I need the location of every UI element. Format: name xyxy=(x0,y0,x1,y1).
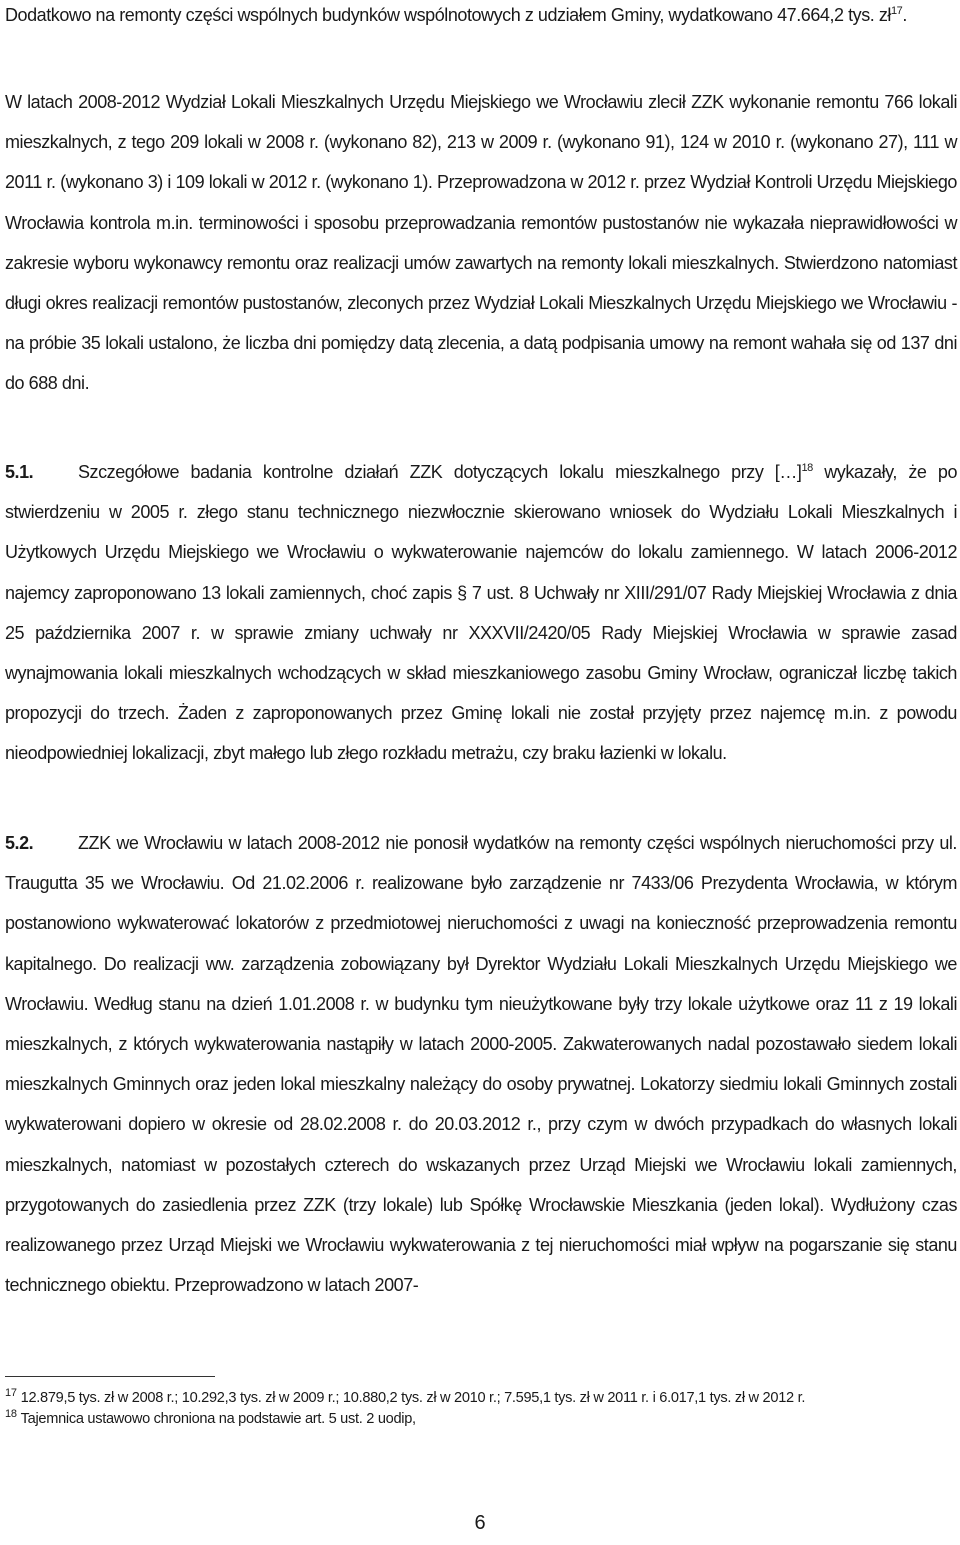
footnote-number: 18 xyxy=(5,1408,17,1421)
footnote-ref-18[interactable]: 18 xyxy=(801,462,813,474)
footnote-number: 17 xyxy=(5,1387,17,1400)
footnote-text: 12.879,5 tys. zł w 2008 r.; 10.292,3 tys. zł w 2009 r.; 10.880,2 tys. zł w 2010 r.; 7.595,1 tys. zł w 2011 r. i 6.017,1 tys. zł w 2012 r. xyxy=(20,1390,806,1406)
footnote-ref-17[interactable]: 17 xyxy=(890,5,903,17)
section-5-2-text: ZZK we Wrocławiu w latach 2008-2012 nie ponosił wydatków na remonty części wspólnych nieruchomości przy ul. Traugutta 35 we Wrocławiu. Od 21.02.2006 r. realizowane było zarządzenie nr 7433/06 Prezydenta Wrocławia, w którym postanowiono wykwaterować lokatorów z przedmiotowej nieruchomości z uwagi na konieczność przeprowadzenia remontu kapitalnego. Do realizacji ww. zarządzenia zobowiązany był Dyrektor Wydziału Lokali Mieszkalnych Urzędu Miejskiego we Wrocławiu. Według stanu na dzień 1.01.2008 r. w budynku tym nieużytkowane były trzy lokale użytkowe oraz 11 z 19 lokali mieszkalnych, z których wykwaterowania nastąpiły w latach 2000-2005. Zakwaterowanych nadal pozostawało siedem lokali mieszkalnych Gminnych oraz jeden lokal mieszkalny należący do osoby prywatnej. Lokatorzy siedmiu lokali Gminnych zostali wykwaterowani dopiero w okresie od 28.02.2008 r. do 20.03.2012 r., przy czym w dwóch przypadkach do własnych lokali mieszkalnych, natomiast w pozostałych czterech do wskazanych przez Urząd Miejski we Wrocławiu lokali zamiennych, przygotowanych do zasiedlenia przez ZZK (trzy lokale) lub Spółkę Wrocławskie Mieszkania (jeden lokal). Wydłużony czas realizowanego przez Urząd Miejski we Wrocławiu wykwaterowania z tej nieruchomości miał wpływ na pogarszanie się stanu technicznego obiektu. Przeprowadzono w latach 2007- xyxy=(5,833,957,1296)
paragraph-remonty-text: W latach 2008-2012 Wydział Lokali Mieszkalnych Urzędu Miejskiego we Wrocławiu zlecił ZZK wykonanie remontu 766 lokali mieszkalnych, z tego 209 lokali w 2008 r. (wykonano 82), 213 w 2009 r. (wykonano 91), 124 w 2010 r. (wykonano 27), 111 w 2011 r. (wykonano 3) i 109 lokali w 2012 r. (wykonano 1). Przeprowadzona w 2012 r. przez Wydział Kontroli Urzędu Miejskiego Wrocławia kontrola m.in. terminowości i sposobu przeprowadzania remontów pustostanów nie wykazała nieprawidłowości w zakresie wyboru wykonawcy remontu oraz realizacji umów zawartych na remonty lokali mieszkalnych. Stwierdzono natomiast długi okres realizacji remontów pustostanów, zleconych przez Wydział Lokali Mieszkalnych Urzędu Miejskiego we Wrocławiu - na próbie 35 lokali ustalono, że liczba dni pomiędzy datą zlecenia, a datą podpisania umowy na remont wahała się od 137 dni do 688 dni. xyxy=(5,92,957,394)
footnote-text: Tajemnica ustawowo chroniona na podstawie art. 5 ust. 2 uodip, xyxy=(20,1411,416,1427)
paragraph-intro-end: . xyxy=(902,5,907,25)
section-5-1 xyxy=(5,452,957,774)
footnotes xyxy=(5,1388,957,1430)
footnote-separator xyxy=(5,1376,215,1377)
section-number-5-2: 5.2. xyxy=(5,833,34,853)
paragraph-remonty-pustostanow xyxy=(5,82,957,404)
paragraph-intro-text: Dodatkowo na remonty części wspólnych budynków wspólnotowych z udziałem Gminy, wydatkowano 47.664,2 tys. zł xyxy=(5,5,891,25)
footnote-17 xyxy=(5,1388,957,1409)
section-5-1-text-before: Szczegółowe badania kontrolne działań ZZK dotyczących lokalu mieszkalnego przy […] xyxy=(78,462,802,482)
section-5-1-text-after: wykazały, że po stwierdzeniu w 2005 r. złego stanu technicznego niezwłocznie skierowano wniosek do Wydziału Lokali Mieszkalnych i Użytkowych Urzędu Miejskiego we Wrocławiu o wykwaterowanie najemców do lokalu zamiennego. W latach 2006-2012 najemcy zaproponowano 13 lokali zamiennych, choć zapis § 7 ust. 8 Uchwały nr XIII/291/07 Rady Miejskiej Wrocławia z dnia 25 października 2007 r. w sprawie zmiany uchwały nr XXXVII/2420/05 Rady Miejskiej Wrocławia w sprawie zasad wynajmowania lokali mieszkalnych wchodzących w skład mieszkaniowego zasobu Gminy Wrocław, ograniczał liczbę takich propozycji do trzech. Żaden z zaproponowanych przez Gminę lokali nie został przyjęty przez najemcę m.in. z powodu nieodpowiedniej lokalizacji, zbyt małego lub złego rozkładu metrażu, czy braku łazienki w lokalu. xyxy=(5,462,958,764)
page-number: 6 xyxy=(474,1512,486,1534)
paragraph-intro xyxy=(5,0,957,31)
section-number-5-1: 5.1. xyxy=(5,462,34,482)
section-5-2 xyxy=(5,823,957,1305)
footnote-18 xyxy=(5,1409,957,1430)
